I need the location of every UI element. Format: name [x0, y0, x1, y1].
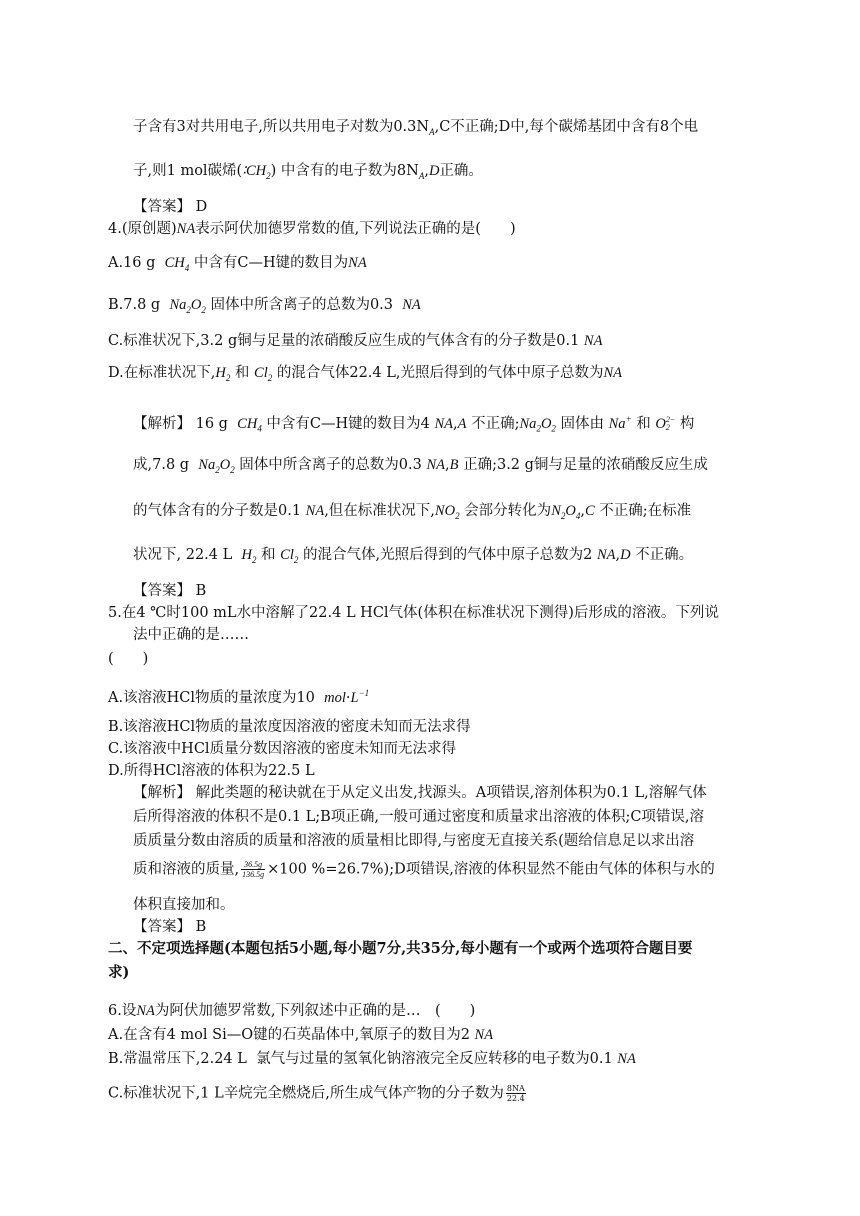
math-symbol: O	[444, 503, 456, 519]
line-text: 和	[256, 547, 281, 563]
math-symbol: Cl	[280, 547, 294, 563]
math-superscript: −1	[358, 688, 370, 698]
math-symbol: H	[241, 547, 252, 563]
math-subscript: 2	[186, 304, 191, 315]
math-superscript: 2−	[665, 414, 676, 424]
question-6-option-b	[108, 1050, 636, 1068]
line-text: B.常温常压下,2.24 L 氯气与过量的氢氧化钠溶液完全反应转移的电子数为0.1	[108, 1051, 618, 1067]
line-text: 子含有3对共用电子,所以共用电子对数为$0.3N_A,C$不正确;D中,每个碳烯基团中含有8个电	[133, 119, 699, 137]
line-text: ,	[580, 503, 585, 519]
math-symbol: NA	[305, 503, 325, 519]
text-line	[133, 118, 698, 141]
line-text: C.该溶液中HCl质量分数因溶液的密度未知而无法求得	[108, 741, 457, 757]
math-subscript: 2	[266, 170, 271, 181]
line-text: B.该溶液HCl物质的量浓度因溶液的密度未知而无法求得	[108, 719, 471, 735]
fraction-denominator: 136.5g	[242, 870, 265, 879]
line-text: 法中正确的是……	[133, 627, 249, 643]
math-symbol: CH	[164, 255, 185, 271]
math-symbol: O	[655, 415, 666, 432]
math-symbol: O	[219, 457, 231, 473]
math-symbol: H	[215, 365, 226, 381]
line-text: 4.(原创题)	[108, 221, 177, 237]
line-text: 状况下, 22.4 L	[133, 547, 242, 563]
line-text: 质质量分数由溶质的质量和溶液的质量相比即得,与密度无直接关系(题给信息足以求出溶	[133, 833, 695, 849]
line-text: 正确。	[439, 163, 483, 179]
math-subscript: 2	[215, 464, 220, 475]
line-text: 的气体含有的分子数是0.1	[133, 503, 306, 519]
math-symbol: CH	[237, 415, 258, 432]
math-subscript: A	[418, 170, 425, 181]
math-symbol: O	[540, 415, 552, 432]
line-text: 不正确。	[630, 547, 694, 563]
math-symbol: Na	[608, 415, 626, 432]
fraction-numerator: 36.5g	[241, 860, 265, 870]
answer-text: 【答案】 B	[133, 583, 207, 599]
math-symbol: NA	[617, 1051, 636, 1067]
math-symbol: Na	[519, 415, 537, 432]
math-symbol: NA	[603, 365, 623, 381]
line-text: 正确;3.2 g铜与足量的浓硝酸反应生成	[458, 457, 708, 473]
math-symbol: D	[428, 163, 440, 179]
line-text: ( )	[108, 651, 149, 667]
answer-line	[133, 198, 207, 216]
line-text: 和	[230, 365, 255, 381]
section-heading	[108, 964, 129, 982]
line-text: 5.在4 ℃时100 mL水中溶解了22.4 L HCl气体(体积在标准状况下测得)后形成的溶液。下列说	[108, 605, 719, 621]
line-text: D.在标准状况下,	[108, 365, 216, 381]
math-symbol: A	[457, 415, 467, 432]
fraction-denominator: 22.4	[506, 1094, 525, 1103]
line-text: A.该溶液HCl物质的量浓度为10	[108, 689, 325, 706]
line-text: ,	[453, 415, 458, 432]
section-heading-text: 求)	[108, 964, 130, 981]
math-subscript: 2	[201, 304, 206, 315]
line-text: 为阿伏加德罗常数,下列叙述中正确的是… ( )	[154, 1003, 476, 1019]
math-subscript: 2	[560, 510, 566, 521]
line-text: 表示阿伏加德罗常数的值,下列说法正确的是( )	[195, 221, 516, 237]
analysis-line	[133, 896, 235, 914]
section-heading	[108, 940, 692, 958]
question-5-option-c	[108, 740, 456, 758]
math-symbol: NA	[426, 457, 445, 473]
fraction-numerator: 8NA	[506, 1084, 525, 1093]
line-text: 质和溶液的质量,	[133, 861, 240, 878]
math-subscript: 4	[257, 423, 262, 434]
math-symbol: B	[449, 457, 459, 473]
question-5-option-b	[108, 718, 471, 736]
analysis-line	[133, 808, 704, 826]
question-5-stem	[133, 626, 249, 644]
math-subscript: 2	[551, 423, 556, 434]
analysis-line	[133, 832, 694, 850]
math-subscript: A	[429, 126, 435, 137]
line-text: ,	[445, 457, 450, 473]
analysis-line	[133, 860, 715, 879]
math-supsub	[666, 416, 675, 432]
question-6-option-a	[108, 1026, 493, 1044]
math-subscript: 4	[575, 510, 581, 521]
line-text: 构	[675, 415, 695, 432]
math-subscript: 2	[293, 554, 299, 565]
text-line	[133, 162, 483, 185]
math-symbol: L	[350, 689, 359, 706]
line-text: ×100 %=26.7%);D项错误,溶液的体积显然不能由气体的体积与水的	[267, 861, 715, 878]
line-text: 不正确;	[466, 415, 520, 432]
math-symbol: Cl	[254, 365, 268, 381]
math-symbol: mol	[324, 689, 346, 706]
math-symbol: ∶	[242, 163, 246, 179]
math-symbol: NA	[474, 1027, 494, 1043]
math-subscript: 2	[225, 372, 231, 383]
math-superscript: +	[625, 414, 632, 424]
line-text: ,	[424, 163, 429, 179]
math-symbol: NA	[176, 221, 196, 237]
answer-line	[133, 582, 206, 600]
math-symbol: C	[584, 503, 595, 519]
question-4-option-d	[108, 364, 622, 387]
line-text: 6.设	[108, 1003, 137, 1019]
math-subscript: 2	[536, 423, 541, 434]
question-4-option-a	[108, 254, 367, 277]
line-text: B.7.8 g	[108, 297, 170, 313]
math-symbol: NA	[596, 547, 616, 563]
math-symbol: N	[551, 503, 561, 519]
question-4-stem	[108, 220, 516, 238]
line-text: C.标准状况下,1 L辛烷完全燃烧后,所生成气体产物的分子数为	[108, 1085, 504, 1102]
analysis-line	[133, 410, 694, 438]
analysis-line	[133, 546, 693, 569]
question-4-option-b	[108, 296, 421, 319]
math-symbol: N	[434, 503, 445, 519]
line-text: 后所得溶液的体积不是0.1 L;B项正确,一般可通过密度和质量求出溶液的体积;C项错误,溶	[133, 809, 705, 825]
analysis-line	[133, 784, 707, 802]
line-text: 固体由	[555, 415, 609, 432]
line-text: 会部分转化为	[459, 503, 552, 519]
line-text: 中含有C—H键的数目为	[189, 255, 349, 271]
math-subscript: 2	[455, 510, 460, 521]
line-text: ,但在标准状况下,	[324, 503, 435, 519]
line-text: 固体中所含离子的总数为0.3	[234, 457, 427, 473]
question-5-paren	[108, 650, 148, 668]
math-symbol: NA	[136, 1003, 155, 1019]
line-text: 和	[631, 415, 656, 432]
line-text: 【解析】 16 g	[133, 415, 238, 432]
math-symbol: ·	[345, 689, 351, 706]
line-text: A.16 g	[108, 255, 165, 271]
answer-text: 【答案】 B	[133, 919, 207, 935]
math-symbol: NA	[402, 297, 421, 313]
math-subscript: 2	[267, 372, 273, 383]
line-text: C.标准状况下,3.2 g铜与足量的浓硝酸反应生成的气体含有的分子数是0.1	[108, 333, 584, 349]
line-text: 【解析】 解此类题的秘诀就在于从定义出发,找源头。A项错误,溶剂体积为0.1 L,溶解气体	[133, 785, 707, 801]
line-text: ,	[615, 547, 621, 563]
question-5-stem	[108, 604, 719, 622]
section-heading-text: 二、不定项选择题(本题包括5小题,每小题7分,共35分,每小题有一个或两个选项符合题目要	[108, 940, 693, 957]
math-symbol: O	[565, 503, 576, 519]
math-symbol: NA	[583, 333, 603, 349]
line-text: 的混合气体,光照后得到的气体中原子总数为2	[298, 547, 597, 563]
math-subscript: 2	[665, 422, 670, 432]
math-subscript: 2	[251, 554, 257, 565]
math-symbol: NA	[434, 415, 454, 432]
answer-text: 【答案】 D	[133, 199, 208, 215]
line-text: 固体中所含离子的总数为0.3	[205, 297, 403, 313]
question-6-option-c	[108, 1084, 528, 1103]
math-symbol: D	[620, 547, 631, 563]
math-symbol: Na	[169, 297, 187, 313]
line-text: 不正确;在标准	[594, 503, 692, 519]
question-6-stem	[108, 1002, 475, 1020]
math-symbol: CH	[246, 163, 267, 179]
line-text: A.在含有4 mol Si—O键的石英晶体中,氧原子的数目为2	[108, 1027, 475, 1043]
analysis-line	[133, 456, 708, 479]
line-text: ) 中含有的电子数为8N	[270, 163, 419, 179]
math-symbol: Na	[198, 457, 216, 473]
line-text: 成,7.8 g	[133, 457, 199, 473]
math-subscript: 2	[230, 464, 235, 475]
fraction	[241, 860, 265, 879]
line-text: 的混合气体22.4 L,光照后得到的气体中原子总数为	[272, 365, 604, 381]
answer-line	[133, 918, 206, 936]
question-4-option-c	[108, 332, 602, 350]
math-subscript: 4	[184, 262, 190, 273]
fraction	[506, 1084, 526, 1103]
math-symbol: O	[190, 297, 202, 313]
analysis-line	[133, 502, 691, 525]
question-5-option-d	[108, 762, 315, 780]
line-text: 子,则1 mol碳烯(	[133, 163, 243, 179]
line-text: D.所得HCl溶液的体积为22.5 L	[108, 763, 315, 779]
question-5-option-a	[108, 684, 369, 707]
math-symbol: NA	[348, 255, 367, 271]
line-text: 体积直接加和。	[133, 897, 235, 913]
line-text: 中含有C—H键的数目为4	[261, 415, 435, 432]
